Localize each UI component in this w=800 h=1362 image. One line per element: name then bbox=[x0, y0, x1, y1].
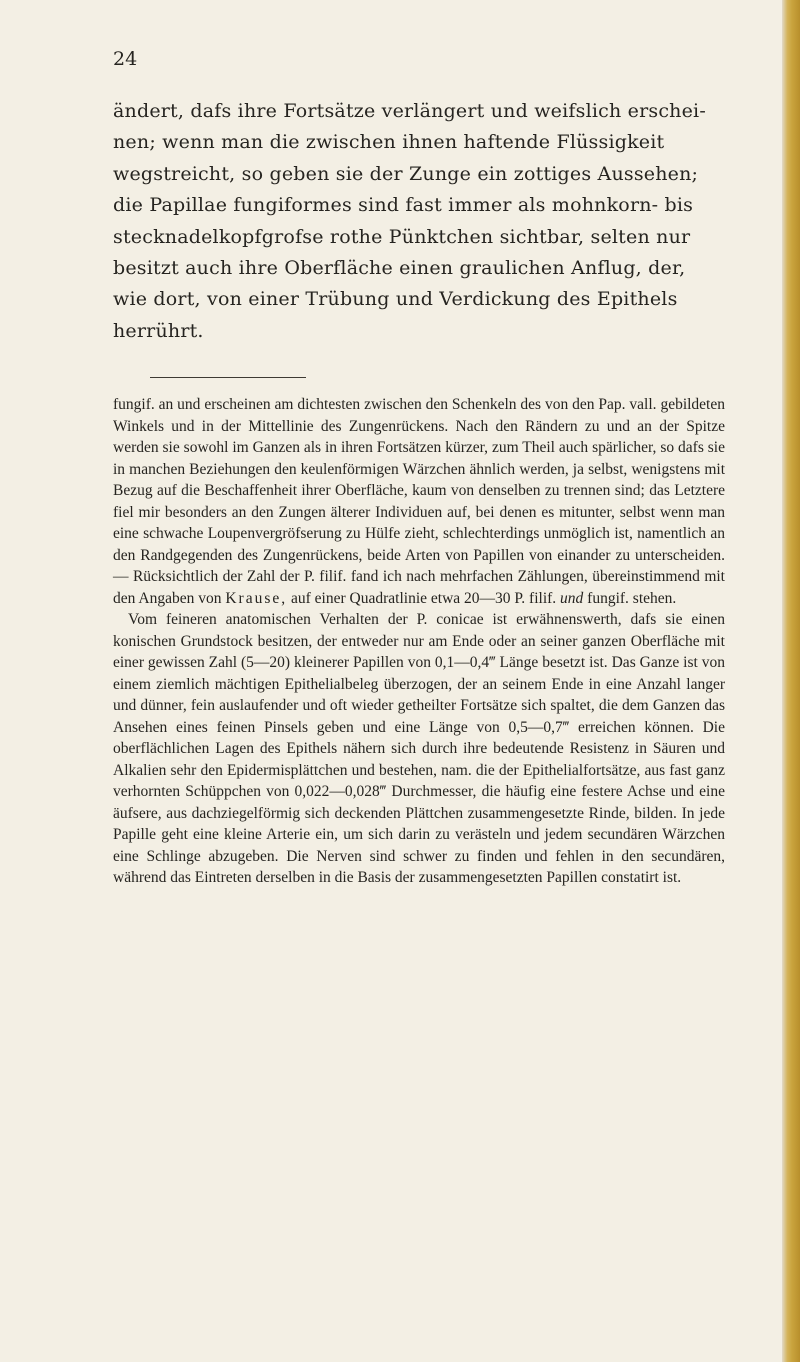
footnote-text-part1: fungif. an und erscheinen am dichtesten zwischen den Schenkeln des von den Pap. vall. gebildeten Winkels und in der Mittellinie des Zungenrückens. Nach den Rändern zu und an der Spitze werden sie sowohl im Ganzen als in ihren Fortsätzen kürzer, zum Theil auch spärlicher, so dafs sie in manchen Beziehungen den keulenförmigen Wärzchen ähnlich werden, ja selbst, wenigstens mit Bezug auf die Beschaffenheit ihrer Oberfläche, kaum von denselben zu trennen sind; das Letztere fiel mir besonders an den Zungen älterer Individuen auf, bei denen es mitunter, selbst wenn man eine schwache Loupenvergröfserung zu Hülfe zieht, schlechterdings unmöglich ist, namentlich an den Randgegenden des Zungenrückens, beide Arten von Papillen von einander zu unterscheiden. — Rücksichtlich der Zahl der P. filif. fand ich nach mehrfachen Zählungen, übereinstimmend mit den Angaben von bbox=[113, 396, 725, 607]
footnote-author: Krause, bbox=[225, 589, 288, 607]
footnote-text-part2: auf einer Quadratlinie etwa 20—30 P. filif. bbox=[291, 589, 557, 607]
footnote bbox=[113, 394, 725, 889]
page-edge bbox=[782, 0, 800, 1362]
footnote-text-part3: fungif. stehen. bbox=[587, 589, 677, 607]
footnote-separator bbox=[150, 377, 306, 378]
main-paragraph: ändert, dafs ihre Fortsätze verlängert und weifslich erschei- nen; wenn man die zwischen ihnen haftende Flüssigkeit wegstreicht, so geben sie der Zunge ein zottiges Aussehen; die Papillae fungiformes sind fast immer als mohnkorn- bis stecknadelkopfgrofse rothe Pünktchen sichtbar, selten nur besitzt auch ihre Oberfläche einen graulichen Anflug, der, wie dort, von einer Trübung und Verdickung des Epithels herrührt. bbox=[113, 100, 706, 342]
footnote-paragraph-2: Vom feineren anatomischen Verhalten der P. conicae ist erwähnenswerth, dafs sie einen konischen Grundstock besitzen, der entweder nur am Ende oder an seiner ganzen Oberfläche mit einer gewissen Zahl (5—20) kleinerer Papillen von 0,1—0,4‴ Länge besetzt ist. Das Ganze ist von einem ziemlich mächtigen Epithelialbeleg überzogen, der an seinem Ende in eine Anzahl langer und dünner, fein auslaufender und oft wieder getheilter Fortsätze sich spaltet, die dem Ganzen das Ansehen eines feinen Pinsels geben und eine Länge von 0,5—0,7‴ erreichen können. Die oberflächlichen Lagen des Epithels nähern sich durch ihre bedeutende Resistenz in Säuren und Alkalien sehr den Epidermisplättchen und bestehen, nam. die der Epithelialfortsätze, aus fast ganz verhornten Schüppchen von 0,022—0,028‴ Durchmesser, die häufig eine festere Achse und eine äufsere, aus dachziegelförmig sich deckenden Plättchen zusammengesetzte Rinde, bilden. In jede Papille geht eine kleine Arterie ein, um sich darin zu verästeln und jedem secundären Wärzchen eine Schlinge abzugeben. Die Nerven sind schwer zu finden und fehlen in den secundären, während das Eintreten derselben in die Basis der zusammengesetzten Papillen constatirt ist. bbox=[113, 611, 725, 886]
footnote-und: und bbox=[560, 589, 584, 607]
page-number: 24 bbox=[113, 48, 138, 70]
